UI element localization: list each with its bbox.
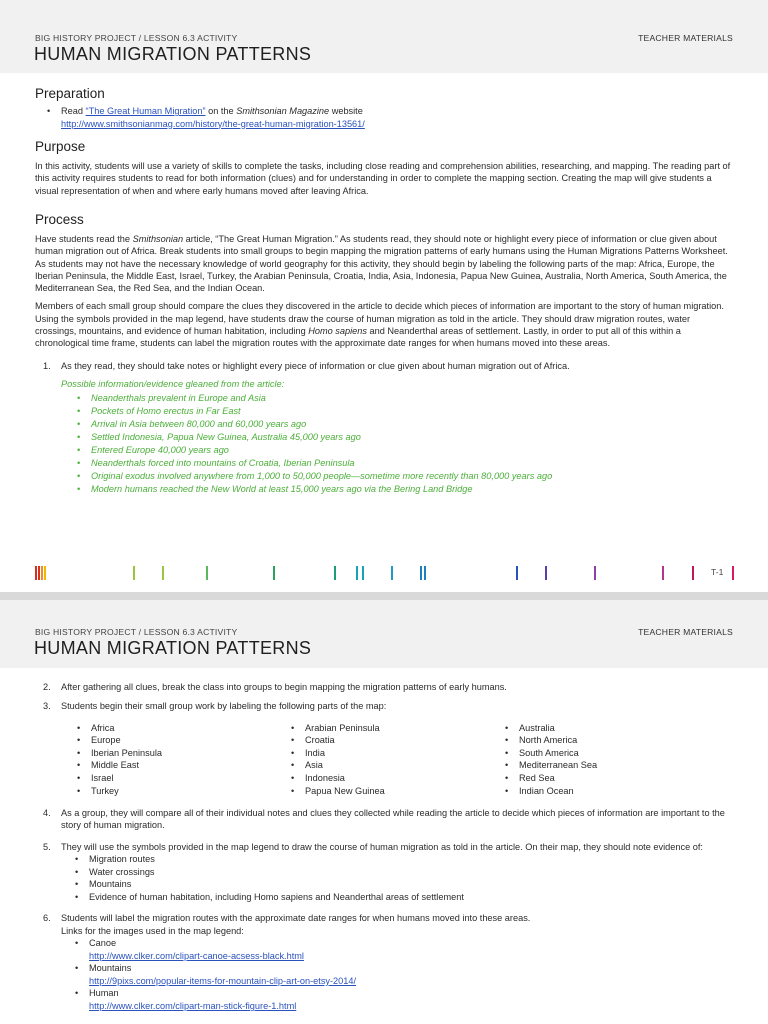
- color-stripe: [545, 566, 547, 580]
- color-stripe: [162, 566, 164, 580]
- process-paragraph-1: Have students read the Smithsonian article, “The Great Human Migration.” As students read, they should note or highlight every piece of information or clue given about human migration out of Africa. Break students into small groups to begin mapping the migration patterns of early humans using the Human Migrations Patterns Worksheet. As students may not have the necessary knowledge of world geography for this activity, they should begin by labeling the following parts of the map: Africa, Europe, the Iberian Peninsula, the Middle East, Israel, Turkey, the Arabian Peninsula, Croatia, India, Asia, Indonesia, Papua New Guinea, Australia, North America, South America, the Mediterranean Sea, the Red Sea, and the Indian Ocean.: [35, 234, 728, 294]
- color-stripe: [35, 566, 37, 580]
- color-stripe: [594, 566, 596, 580]
- page-header: [0, 0, 768, 73]
- color-stripe: [133, 566, 135, 580]
- list-item: • Arrival in Asia between 80,000 and 60,000 years ago: [91, 418, 733, 431]
- color-stripe: [391, 566, 393, 580]
- color-stripe: [424, 566, 426, 580]
- links-heading: Links for the images used in the map legend:: [61, 925, 244, 936]
- color-stripe: [420, 566, 422, 580]
- canoe-link[interactable]: http://www.clker.com/clipart-canoe-acsess-black.html: [89, 950, 304, 961]
- places-column-1: [91, 722, 305, 798]
- step-6: 6. Students will label the migration routes with the approximate date ranges for when humans moved into these areas.: [43, 913, 531, 924]
- page-header: [0, 600, 768, 668]
- list-item: • Arabian Peninsula: [305, 722, 519, 735]
- list-item: • Mountains: [89, 878, 733, 891]
- places-columns: [91, 722, 733, 798]
- list-item: • Migration routes: [89, 853, 733, 866]
- list-item: • Asia: [305, 759, 519, 772]
- list-item: • Neanderthals forced into mountains of Croatia, Iberian Peninsula: [91, 457, 733, 470]
- list-item: • Neanderthals prevalent in Europe and Asia: [91, 392, 733, 405]
- step-3: 3. Students begin their small group work by labeling the following parts of the map:: [43, 701, 387, 712]
- list-item: • Entered Europe 40,000 years ago: [91, 444, 733, 457]
- steps-section: [35, 681, 733, 1013]
- list-item: • Original exodus involved anywhere from 1,000 to 50,000 people—sometime more recently than 80,000 years ago: [91, 470, 733, 483]
- list-item: • Water crossings: [89, 866, 733, 879]
- list-item: • Settled Indonesia, Papua New Guinea, Australia 45,000 years ago: [91, 431, 733, 444]
- process-section: [35, 212, 733, 496]
- human-url-item: [89, 1000, 733, 1013]
- list-item: • North America: [519, 734, 733, 747]
- color-stripe: [662, 566, 664, 580]
- color-stripe: [334, 566, 336, 580]
- list-item: • Papua New Guinea: [305, 785, 519, 798]
- purpose-section: [35, 139, 733, 197]
- process-heading: Process: [35, 212, 84, 227]
- lesson-kicker: BIG HISTORY PROJECT / LESSON 6.3 ACTIVITY: [35, 33, 238, 43]
- color-stripe: [692, 566, 694, 580]
- preparation-item: • Read “The Great Human Migration” on the Smithsonian Magazine website: [61, 105, 733, 118]
- teacher-materials-label: TEACHER MATERIALS: [638, 627, 733, 637]
- list-item: • Iberian Peninsula: [91, 747, 305, 760]
- canoe-item: • Canoe: [89, 937, 733, 950]
- article-url-link[interactable]: http://www.smithsonianmag.com/history/the-great-human-migration-13561/: [61, 118, 365, 129]
- page-number: T-1: [711, 567, 724, 577]
- purpose-text: In this activity, students will use a variety of skills to complete the tasks, including close reading and comprehension abilities, researching, and mapping. The reading part of this activity requires students to read for both information (clues) and for understanding in order to complete the mapping section. Creating the map will give students a visual representation of when and where early humans moved after leaving Africa.: [35, 161, 731, 196]
- article-link[interactable]: “The Great Human Migration”: [85, 106, 206, 116]
- preparation-heading: Preparation: [35, 86, 105, 101]
- step-2: 2. After gathering all clues, break the class into groups to begin mapping the migration patterns of early humans.: [43, 682, 507, 692]
- list-item: • Turkey: [91, 785, 305, 798]
- teacher-materials-label: TEACHER MATERIALS: [638, 33, 733, 43]
- list-item: • Africa: [91, 722, 305, 735]
- list-item: • Mediterranean Sea: [519, 759, 733, 772]
- color-stripe: [44, 566, 46, 580]
- page-title: HUMAN MIGRATION PATTERNS: [34, 638, 312, 658]
- color-stripe: [38, 566, 40, 580]
- purpose-heading: Purpose: [35, 139, 86, 154]
- list-item: • Pockets of Homo erectus in Far East: [91, 405, 733, 418]
- preparation-url-item: [61, 118, 733, 131]
- canoe-url-item: [89, 950, 733, 963]
- page-title: HUMAN MIGRATION PATTERNS: [34, 44, 312, 64]
- mountains-url-item: [89, 975, 733, 988]
- color-stripe: [356, 566, 358, 580]
- list-item: • Indonesia: [305, 772, 519, 785]
- step-5-list: [89, 853, 733, 903]
- legend-links-list: [89, 937, 733, 1013]
- step-1: 1. As they read, they should take notes or highlight every piece of information or clue given about human migration out of Africa.: [43, 360, 570, 371]
- list-item: • Israel: [91, 772, 305, 785]
- list-item: • Europe: [91, 734, 305, 747]
- color-stripe: [273, 566, 275, 580]
- list-item: • Indian Ocean: [519, 785, 733, 798]
- color-stripe: [41, 566, 43, 580]
- step-5: 5. They will use the symbols provided in the map legend to draw the course of human migration as told in the article. On their map, they should note evidence of:: [43, 841, 703, 852]
- preparation-section: [35, 86, 733, 130]
- evidence-heading: Possible information/evidence gleaned from the article:: [61, 378, 285, 389]
- human-link[interactable]: http://www.clker.com/clipart-man-stick-figure-1.html: [89, 1000, 297, 1011]
- list-item: • Evidence of human habitation, including Homo sapiens and Neanderthal areas of settlement: [89, 891, 733, 904]
- color-stripe: [362, 566, 364, 580]
- color-stripe: [732, 566, 734, 580]
- step-4: 4. As a group, they will compare all of their individual notes and clues they collected while reading the article to decide which pieces of information are important to the story of human migration.: [43, 808, 725, 831]
- color-stripe: [516, 566, 518, 580]
- list-item: • Croatia: [305, 734, 519, 747]
- lesson-kicker: BIG HISTORY PROJECT / LESSON 6.3 ACTIVITY: [35, 627, 238, 637]
- list-item: • India: [305, 747, 519, 760]
- evidence-list: [91, 392, 733, 495]
- color-stripe: [206, 566, 208, 580]
- list-item: • Modern humans reached the New World at least 15,000 years ago via the Bering Land Bridge: [91, 483, 733, 496]
- places-column-2: [305, 722, 519, 798]
- list-item: • South America: [519, 747, 733, 760]
- mountains-item: • Mountains: [89, 962, 733, 975]
- page-two: [0, 600, 768, 1024]
- places-column-3: [519, 722, 733, 798]
- list-item: • Middle East: [91, 759, 305, 772]
- page-gap: [0, 592, 768, 600]
- list-item: • Australia: [519, 722, 733, 735]
- process-paragraph-2: Members of each small group should compare the clues they discovered in the article to decide which pieces of information are important to the story of human migration. Using the symbols provided in the map legend, have students draw the course of human migration as told in the article. They should draw migration routes, water crossings, mountains, and evidence of human habitation, including Homo sapiens and Neanderthal areas of settlement. Lastly, in order to put all of this within a chronological time frame, students can label the migration routes with the approximate date ranges for when humans moved into these areas.: [35, 301, 724, 349]
- mountains-link[interactable]: http://9pixs.com/popular-items-for-mountain-clip-art-on-etsy-2014/: [89, 975, 357, 986]
- human-item: • Human: [89, 987, 733, 1000]
- list-item: • Red Sea: [519, 772, 733, 785]
